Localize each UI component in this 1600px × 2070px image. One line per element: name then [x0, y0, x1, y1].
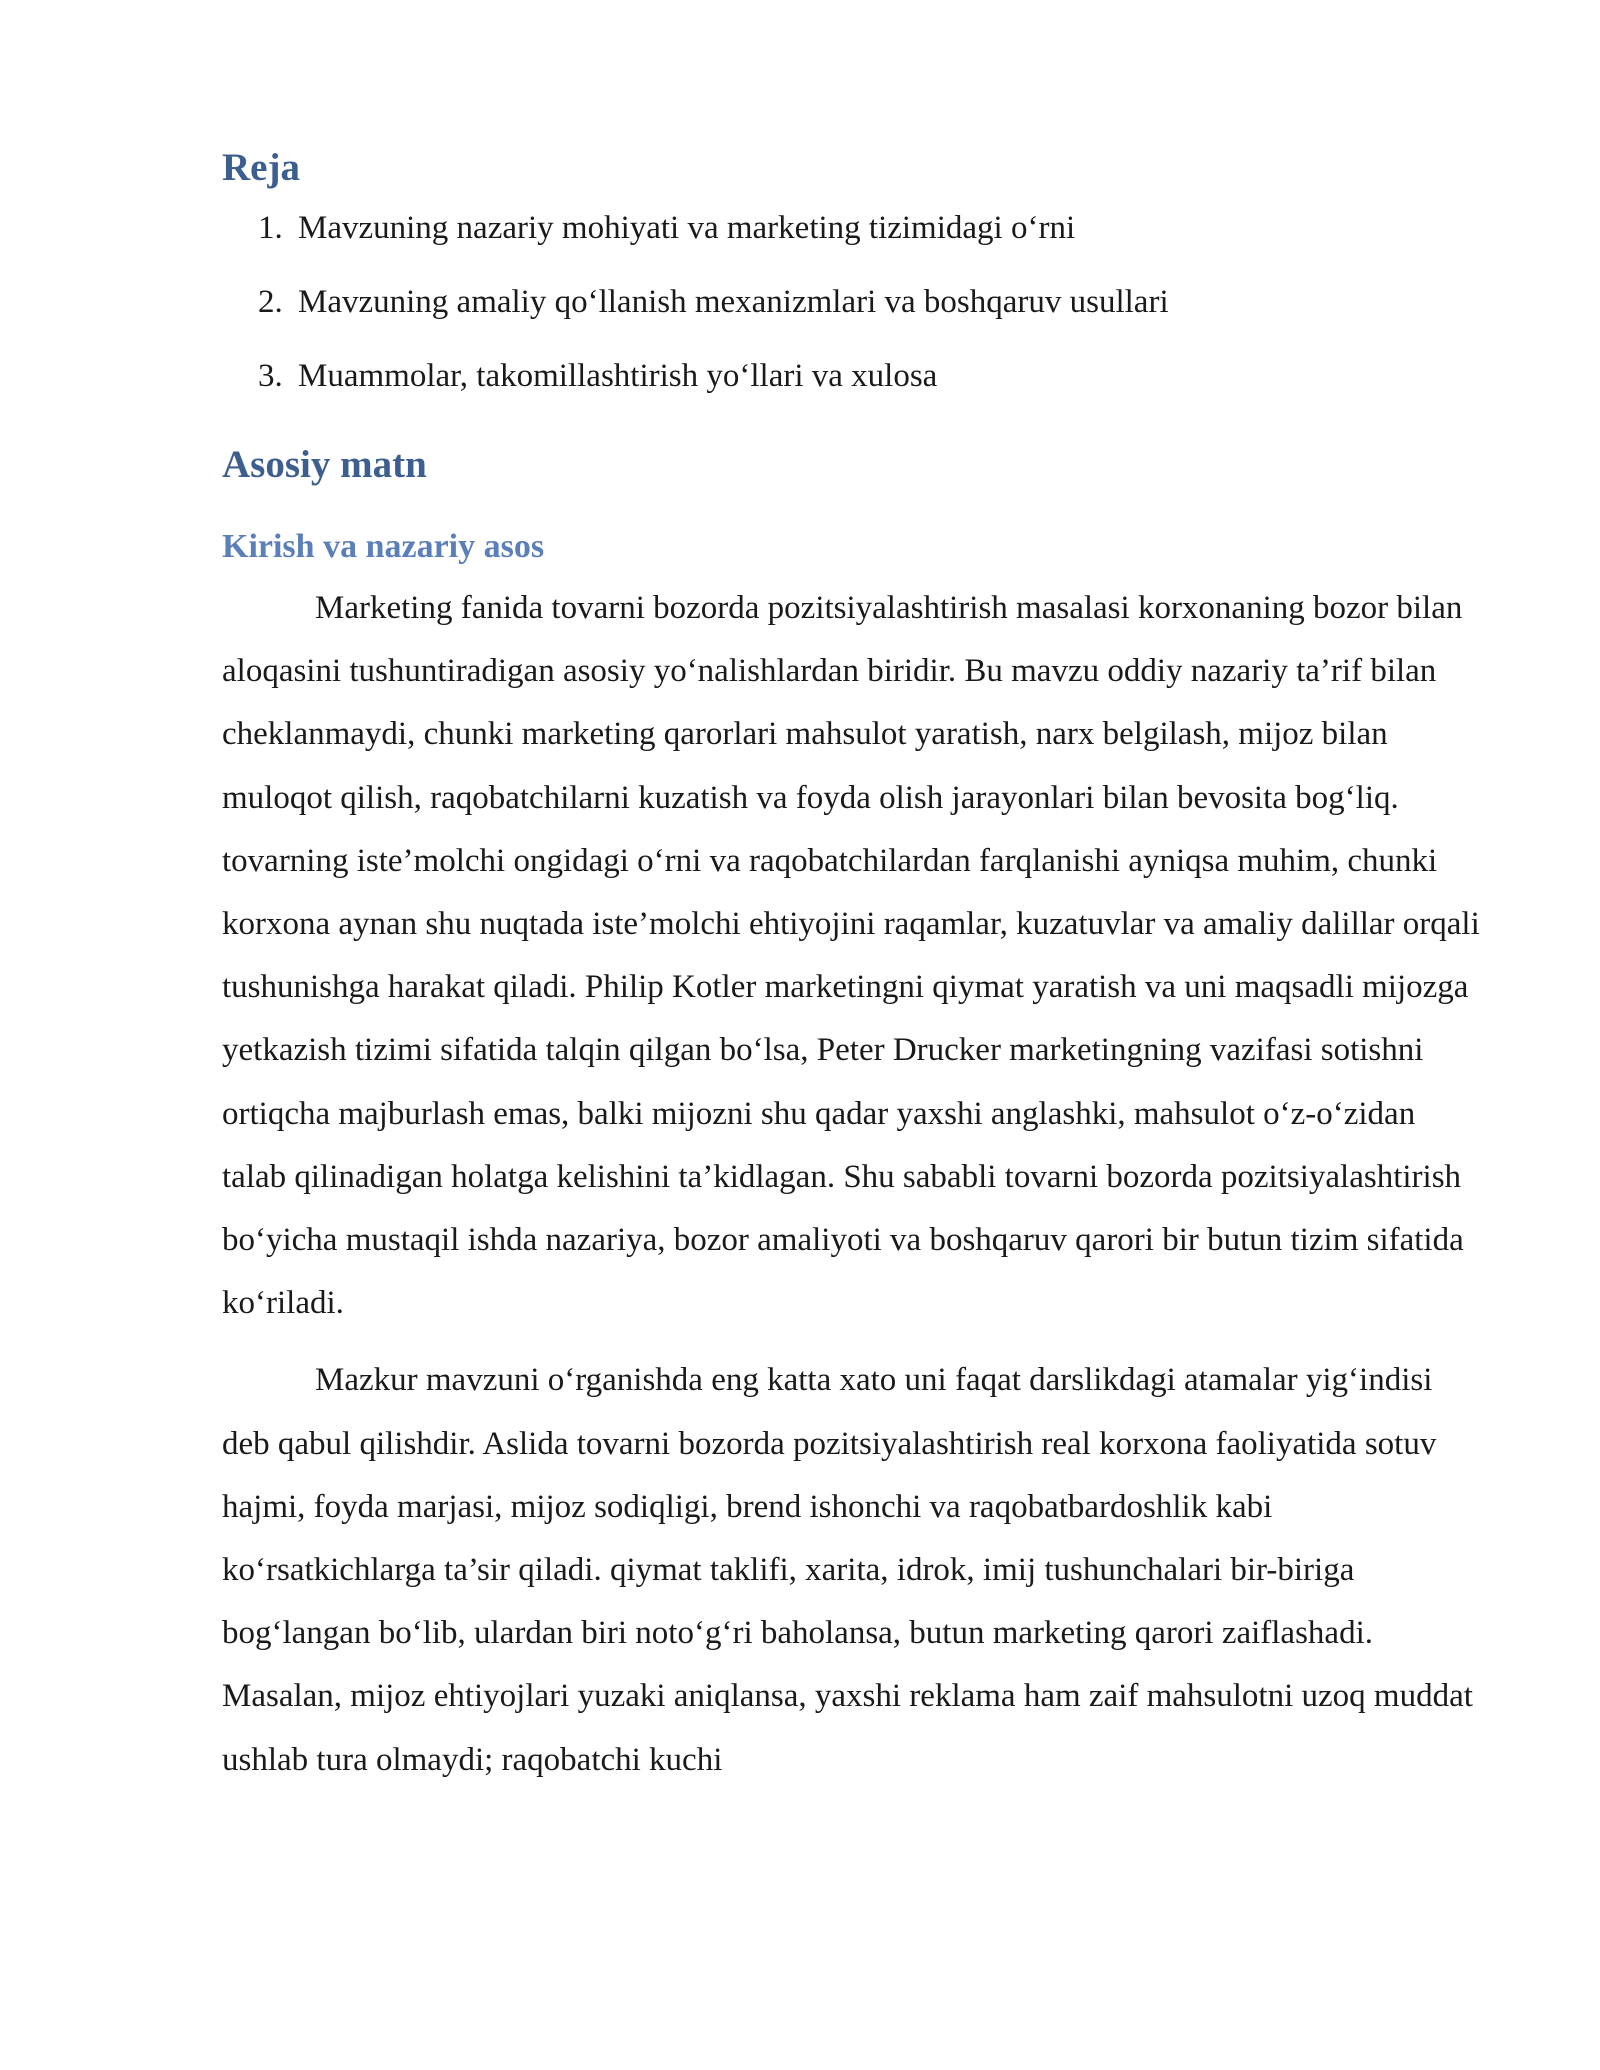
plan-item-text: Mavzuning nazariy mohiyati va marketing tizimidagi o‘rni	[298, 210, 1076, 246]
body-paragraph: Mazkur mavzuni o‘rganishda eng katta xato uni faqat darslikdagi atamalar yig‘indisi deb qabul qilishdir. Aslida tovarni bozorda pozitsiyalashtirish real korxona faoliyatida sotuv hajmi, foyda marjasi, mijoz sodiqligi, brend ishonchi va raqobatbardoshlik kabi ko‘rsatkichlarga ta’sir qiladi. qiymat taklifi, xarita, idrok, imij tushunchalari bir-biriga bog‘langan bo‘lib, ulardan biri noto‘g‘ri baholansa, butun marketing qarori zaiflashadi. Masalan, mijoz ehtiyojlari yuzaki aniqlansa, yaxshi reklama ham zaif mahsulotni uzoq muddat ushlab tura olmaydi; raqobatchi kuchi	[222, 1362, 1473, 1778]
body-paragraph: Marketing fanida tovarni bozorda pozitsiyalashtirish masalasi korxonaning bozor bilan aloqasini tushuntiradigan asosiy yo‘nalishlardan biridir. Bu mavzu oddiy nazariy ta’rif bilan cheklanmaydi, chunki marketing qarorlari mahsulot yaratish, narx belgilash, mijoz bilan muloqot qilish, raqobatchilarni kuzatish va foyda olish jarayonlari bilan bevosita bog‘liq. tovarning iste’molchi ongidagi o‘rni va raqobatchilardan farqlanishi ayniqsa muhim, chunki korxona aynan shu nuqtada iste’molchi ehtiyojini raqamlar, kuzatuvlar va amaliy dalillar orqali tushunishga harakat qiladi. Philip Kotler marketingni qiymat yaratish va uni maqsadli mijozga yetkazish tizimi sifatida talqin qilgan bo‘lsa, Peter Drucker marketingning vazifasi sotishni ortiqcha majburlash emas, balki mijozni shu qadar yaxshi anglashki, mahsulot o‘z-o‘zidan talab qilinadigan holatga kelishini ta’kidlagan. Shu sababli tovarni bozorda pozitsiyalashtirish bo‘yicha mustaqil ishda nazariya, bozor amaliyoti va boshqaruv qarori bir butun tizim sifatida ko‘riladi.	[222, 590, 1480, 1322]
plan-heading: Reja	[222, 146, 300, 189]
plan-list-item	[222, 339, 1480, 413]
plan-list-item	[222, 265, 1480, 339]
plan-list-item	[222, 191, 1480, 265]
main-heading: Asosiy matn	[222, 443, 427, 486]
plan-item-text: Muammolar, takomillashtirish yo‘llari va xulosa	[298, 358, 938, 394]
plan-item-number: 3.	[258, 358, 283, 394]
plan-item-text: Mavzuning amaliy qo‘llanish mexanizmlari va boshqaruv usullari	[298, 284, 1169, 320]
plan-list	[222, 191, 1480, 413]
plan-item-number: 1.	[258, 210, 283, 246]
document-page	[222, 142, 1480, 1792]
section-heading: Kirish va nazariy asos	[222, 528, 545, 565]
plan-item-number: 2.	[258, 284, 283, 320]
